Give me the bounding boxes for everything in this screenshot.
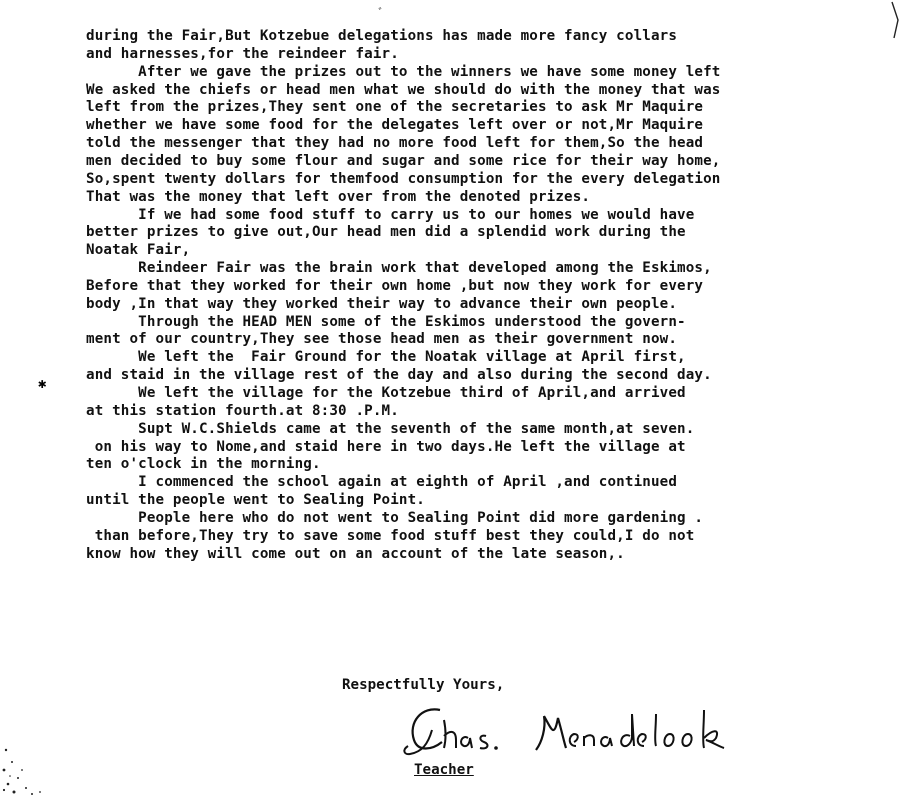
body-line: told the messenger that they had no more food left for them,So the head [86,135,704,152]
body-line: I commenced the school again at eighth of April ,and continued [86,474,678,491]
body-line: We left the village for the Kotzebue third of April,and arrived [86,385,686,401]
body-line: ten o'clock in the morning. [86,456,321,473]
scan-edge-noise [0,740,60,797]
body-line: People here who do not went to Sealing Point did more gardening . [86,509,704,526]
body-line: on his way to Nome,and staid here in two days.He left the village at [86,438,686,455]
body-line: and harnesses,for the reindeer fair. [86,45,399,62]
body-line: If we had some food stuff to carry us to our homes we would have [86,206,695,223]
body-line: during the Fair,But Kotzebue delegations has made more fancy collars [86,28,678,44]
body-line: We asked the chiefs or head men what we should do with the money that was [86,81,721,98]
body-line: men decided to buy some flour and sugar and some rice for their way home, [86,152,721,169]
body-line: than before,They try to save some food stuff best they could,I do not [86,527,695,544]
body-line: That was the money that left over from the denoted prizes. [86,188,591,205]
body-line: Supt W.C.Shields came at the seventh of the same month,at seven. [86,420,695,437]
body-line: So,spent twenty dollars for themfood consumption for the every delegation [86,170,721,187]
body-line: We left the Fair Ground for the Noatak village at April first, [86,349,686,366]
paper-speck: ﾞ [378,6,385,20]
body-line: ment of our country,They see those head men as their government now. [86,331,678,348]
body-line: Noatak Fair, [86,242,191,259]
body-line: better prizes to give out,Our head men did a splendid work during the [86,224,686,241]
body-line: left from the prizes,They sent one of the secretaries to ask Mr Maquire [86,99,704,116]
body-line: body ,In that way they worked their way to advance their own people. [86,295,678,312]
body-line: at this station fourth.at 8:30 .P.M. [86,402,399,419]
body-line: Before that they worked for their own home ,but now they work for every [86,277,704,294]
body-line: until the people went to Sealing Point. [86,492,425,509]
body-line: Reindeer Fair was the brain work that developed among the Eskimos, [86,260,712,277]
margin-mark-icon: ✱ [38,376,47,392]
body-line: After we gave the prizes out to the winners we have some money left [86,63,721,80]
closing-line: Respectfully Yours, [342,677,505,693]
body-line: Through the HEAD MEN some of the Eskimos understood the govern- [86,313,686,330]
body-line: whether we have some food for the delegates left over or not,Mr Maquire [86,117,704,134]
signatory-title: Teacher [414,762,474,778]
scan-edge-mark [888,0,902,40]
body-line: know how they will come out on an account of the late season,. [86,545,625,562]
body-line: and staid in the village rest of the day and also during the second day. [86,367,712,384]
handwritten-signature [402,700,782,762]
